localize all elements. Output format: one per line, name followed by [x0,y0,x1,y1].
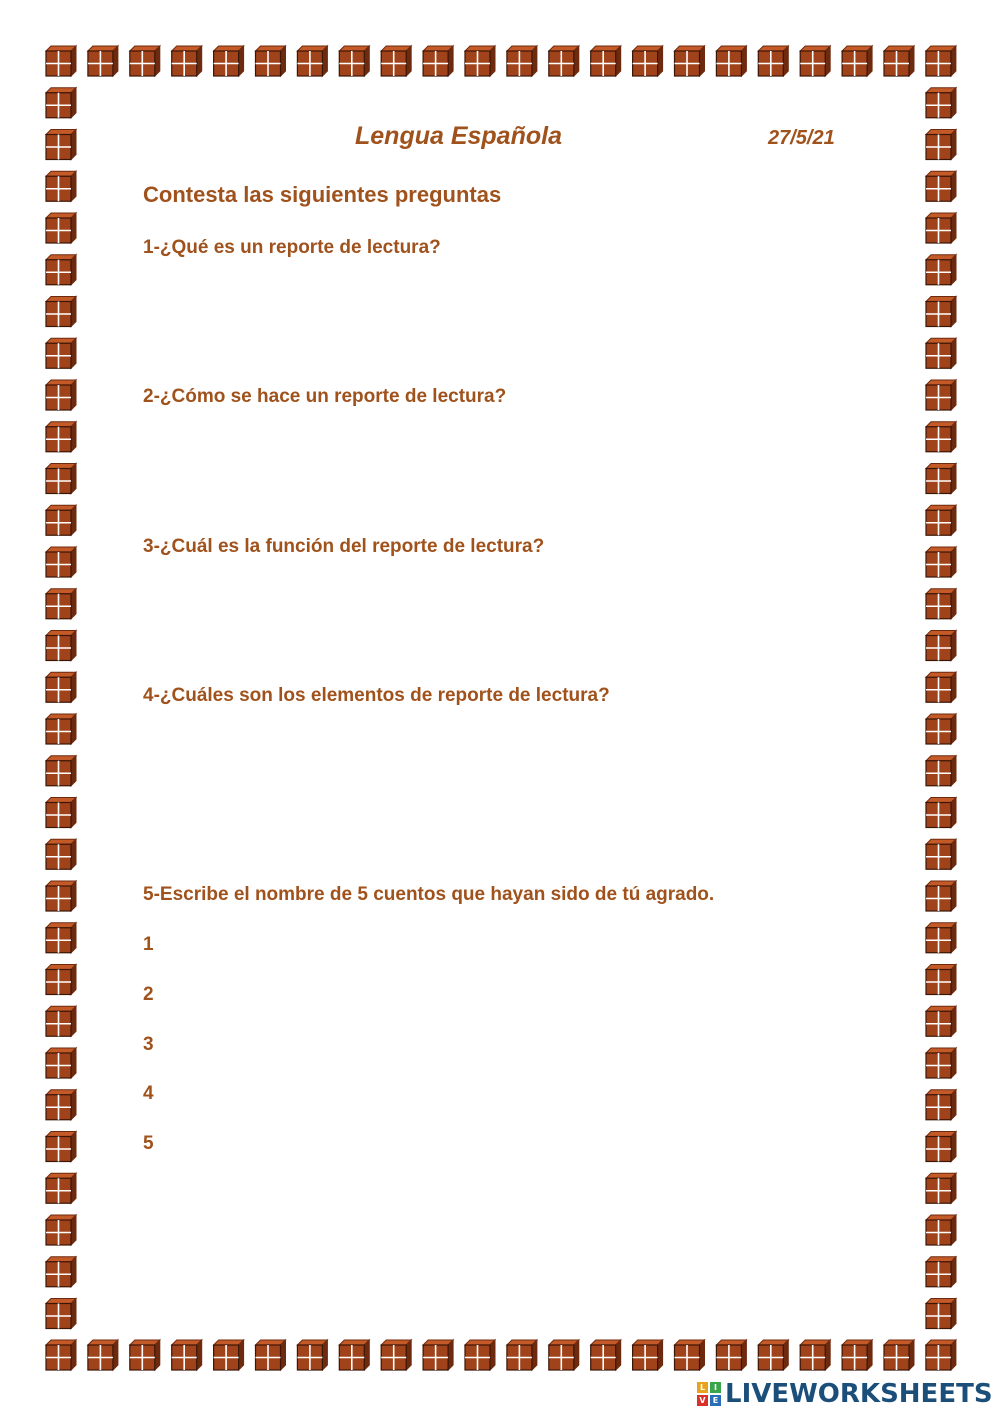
brick-cube-icon [591,1340,621,1370]
brick-cube-icon [339,46,369,76]
brick-cube-icon [926,130,956,160]
brick-cube-icon [46,589,76,619]
date-label: 27/5/21 [768,127,835,149]
brick-cube-icon [926,589,956,619]
question-1: 1-¿Qué es un reporte de lectura? [143,237,441,258]
brick-cube-icon [926,1090,956,1120]
brick-cube-icon [926,881,956,911]
brick-cube-icon [926,297,956,327]
brick-cube-icon [926,1006,956,1036]
brick-cube-icon [46,1215,76,1245]
brick-cube-icon [46,839,76,869]
brick-cube-icon [926,798,956,828]
brick-cube-icon [46,1048,76,1078]
brick-cube-icon [758,46,788,76]
brick-cube-icon [46,547,76,577]
logo-letter-l: L [697,1382,708,1393]
brick-cube-icon [926,505,956,535]
brick-cube-icon [591,46,621,76]
brick-cube-icon [88,1340,118,1370]
brick-cube-icon [926,255,956,285]
brick-cube-icon [800,1340,830,1370]
logo-letter-v: V [697,1395,708,1406]
liveworksheets-brand [697,1378,993,1410]
brick-cube-icon [716,1340,746,1370]
answer-number-2: 2 [143,984,154,1005]
brick-cube-icon [46,631,76,661]
brick-cube-icon [423,46,453,76]
brick-cube-icon [46,46,76,76]
brick-cube-icon [926,171,956,201]
brick-cube-icon [46,171,76,201]
brick-cube-icon [46,213,76,243]
brick-cube-icon [675,1340,705,1370]
brick-cube-icon [297,46,327,76]
brick-cube-icon [716,46,746,76]
brick-cube-icon [884,46,914,76]
brick-cube-icon [926,422,956,452]
brick-cube-icon [46,881,76,911]
brick-cube-icon [884,1340,914,1370]
logo-letter-i: I [710,1382,721,1393]
brick-cube-icon [926,1299,956,1329]
brick-cube-icon [842,46,872,76]
question-3: 3-¿Cuál es la función del reporte de lectura? [143,536,545,557]
answer-number-5: 5 [143,1133,154,1154]
brick-cube-icon [465,46,495,76]
brick-cube-icon [926,839,956,869]
brick-cube-icon [46,756,76,786]
brick-cube-icon [926,714,956,744]
logo-letter-e: E [710,1395,721,1406]
brick-cube-icon [926,756,956,786]
brick-cube-icon [46,338,76,368]
brick-cube-icon [46,255,76,285]
brick-cube-icon [46,422,76,452]
brick-cube-icon [926,213,956,243]
brick-cube-icon [465,1340,495,1370]
brick-cube-icon [926,923,956,953]
brick-cube-icon [88,46,118,76]
brick-cube-icon [633,1340,663,1370]
brick-cube-icon [130,46,160,76]
brick-cube-icon [675,46,705,76]
brick-cube-icon [926,1048,956,1078]
brick-cube-icon [758,1340,788,1370]
brick-cube-icon [46,1006,76,1036]
brick-cube-icon [633,46,663,76]
brick-cube-icon [214,46,244,76]
brick-cube-icon [46,1257,76,1287]
brick-cube-icon [381,46,411,76]
brick-cube-icon [256,46,286,76]
brick-cube-icon [46,1132,76,1162]
brick-cube-icon [46,505,76,535]
instruction-heading: Contesta las siguientes preguntas [143,182,502,207]
brick-cube-icon [46,714,76,744]
brick-cube-icon [46,88,76,118]
brick-cube-icon [926,1173,956,1203]
brick-cube-icon [926,46,956,76]
brick-cube-icon [46,672,76,702]
brick-cube-icon [926,631,956,661]
brick-cube-icon [46,1090,76,1120]
page-title: Lengua Española [355,122,562,150]
brick-cube-icon [926,965,956,995]
brick-cube-icon [926,1257,956,1287]
brick-cube-icon [926,1132,956,1162]
brick-cube-icon [926,547,956,577]
brick-cube-icon [507,1340,537,1370]
brand-name: LIVEWORKSHEETS [725,1379,993,1409]
brick-cube-icon [926,672,956,702]
brick-cube-icon [214,1340,244,1370]
brick-cube-icon [926,1215,956,1245]
brick-cube-icon [381,1340,411,1370]
brick-cube-icon [297,1340,327,1370]
brick-cube-icon [46,1173,76,1203]
brick-cube-icon [842,1340,872,1370]
brick-cube-icon [130,1340,160,1370]
brick-cube-icon [423,1340,453,1370]
brick-cube-icon [339,1340,369,1370]
answer-number-3: 3 [143,1034,154,1055]
brick-cube-icon [46,965,76,995]
question-5: 5-Escribe el nombre de 5 cuentos que hayan sido de tú agrado. [143,884,715,905]
question-4: 4-¿Cuáles son los elementos de reporte de lectura? [143,685,610,706]
question-2: 2-¿Cómo se hace un reporte de lectura? [143,386,507,407]
brick-cube-icon [46,1299,76,1329]
brick-cube-icon [172,46,202,76]
brick-cube-icon [926,464,956,494]
brick-cube-icon [172,1340,202,1370]
brick-cube-icon [46,798,76,828]
brick-cube-icon [549,1340,579,1370]
brick-cube-icon [46,380,76,410]
brick-cube-icon [46,923,76,953]
brick-cube-icon [549,46,579,76]
brick-cube-icon [926,338,956,368]
brick-cube-icon [46,297,76,327]
brick-cube-icon [926,88,956,118]
brick-cube-icon [256,1340,286,1370]
brick-cube-icon [800,46,830,76]
brick-cube-icon [926,1340,956,1370]
liveworksheets-logo-icon [697,1382,721,1406]
brick-cube-icon [46,1340,76,1370]
answer-number-4: 4 [143,1083,154,1104]
brick-cube-icon [46,130,76,160]
brick-cube-icon [507,46,537,76]
brick-cube-icon [46,464,76,494]
brick-cube-icon [926,380,956,410]
answer-number-1: 1 [143,934,154,955]
